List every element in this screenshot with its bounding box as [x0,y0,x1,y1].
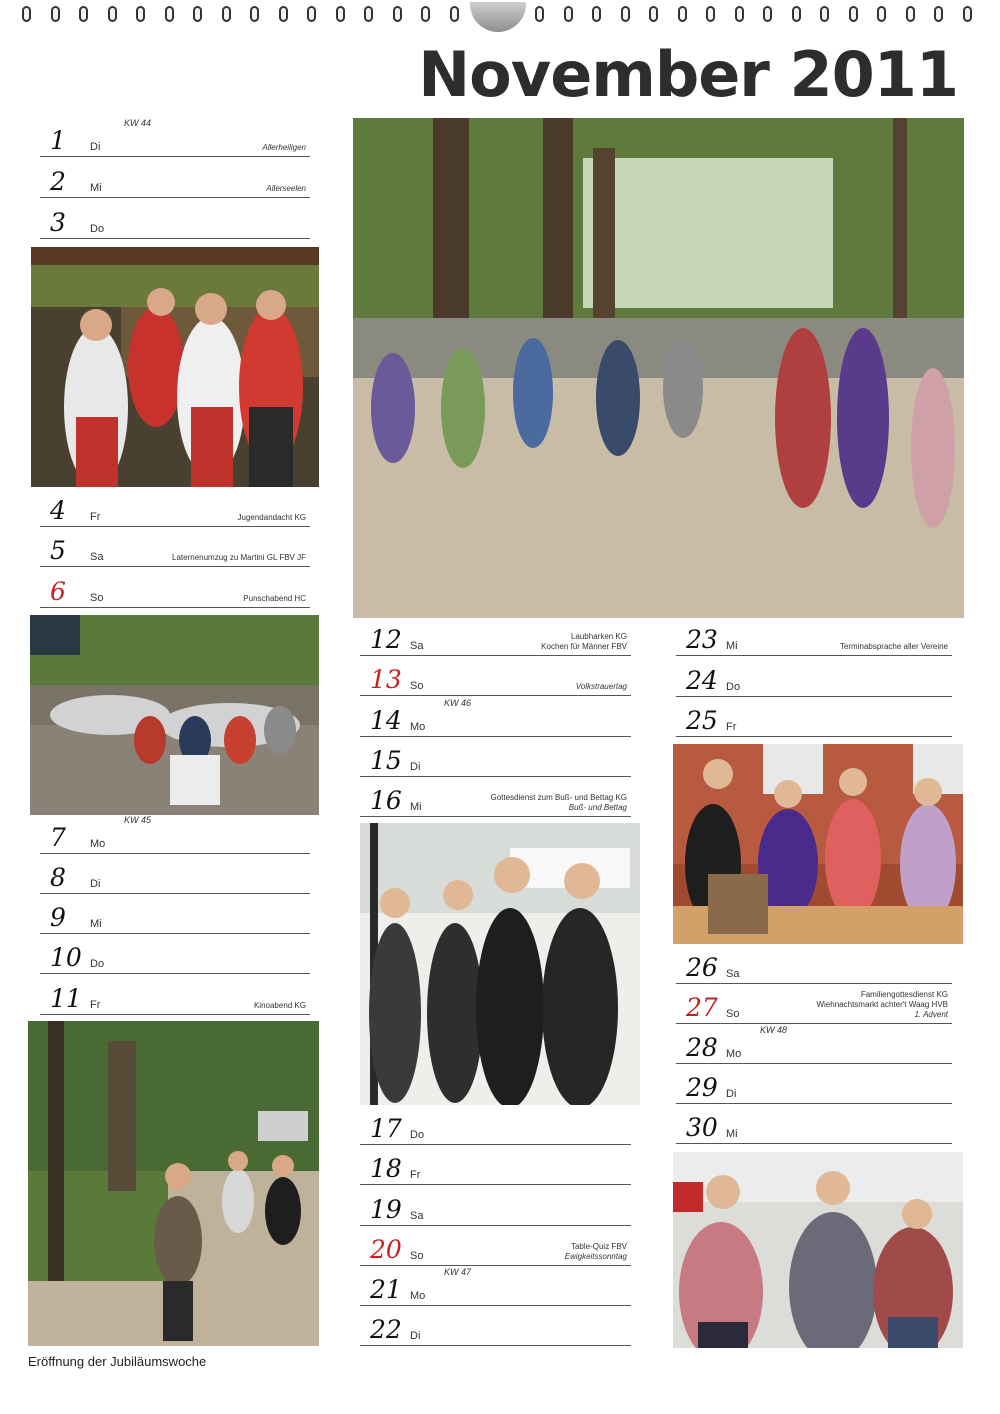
event-text: 1. Advent [914,1010,948,1019]
weekday-label: Mo [410,721,426,733]
day-number: 16 [370,786,402,815]
weekday-label: So [726,1008,740,1020]
day-row [40,854,310,894]
day-number: 2 [50,167,66,196]
day-number: 7 [50,823,66,852]
spiral-ring [906,6,915,22]
photo-counter-group [360,823,640,1105]
day-events [238,513,307,523]
day-number: 20 [370,1235,402,1264]
day-number: 13 [370,665,402,694]
weekday-label: Mi [726,640,738,652]
calendar-week-label: KW 48 [760,1025,788,1035]
day-number: 3 [50,208,66,237]
day-events [172,553,306,563]
photo-seated-guests [30,615,319,815]
day-row [360,1186,631,1226]
day-number: 26 [686,953,718,982]
day-number: 25 [686,706,718,735]
spiral-ring [763,6,772,22]
weekday-label: Do [90,958,105,970]
spiral-ring [165,6,174,22]
day-row [40,158,310,198]
spiral-ring [193,6,202,22]
spiral-ring [535,6,544,22]
spiral-ring [79,6,88,22]
day-events [266,184,306,194]
weekday-label: Mo [726,1048,742,1060]
spiral-ring [820,6,829,22]
weekday-label: So [410,680,424,692]
calendar-week-label: KW 45 [124,815,152,825]
weekday-label: So [410,1250,424,1262]
photo-staff-group [31,247,319,487]
weekday-label: Fr [90,511,101,523]
spiral-ring [51,6,60,22]
weekday-label: So [90,592,104,604]
spiral-ring [307,6,316,22]
weekday-label: Di [410,1330,421,1342]
day-row [360,697,631,737]
day-row [360,1226,631,1266]
weekday-label: Mo [410,1290,426,1302]
event-text: Kinoabend KG [253,1001,306,1010]
spiral-ring [877,6,886,22]
day-row [40,568,310,608]
day-events [254,1001,306,1011]
day-number: 1 [50,126,66,155]
weekday-label: Sa [410,1210,424,1222]
weekday-label: Di [410,761,421,773]
day-number: 11 [50,984,82,1013]
day-events [490,793,627,813]
event-text: Allerseelen [266,184,306,193]
weekday-label: Sa [726,968,740,980]
spiral-ring [421,6,430,22]
photo-three-men [673,1152,963,1348]
spiral-ring [849,6,858,22]
weekday-label: Do [90,223,105,235]
event-text: Wiehnachtsmarkt achter't Waag HVB [816,1000,948,1009]
spiral-ring [678,6,687,22]
spiral-ring [336,6,345,22]
spiral-ring [279,6,288,22]
day-number: 6 [50,577,66,606]
weekday-label: Mi [90,918,102,930]
event-text: Table-Quiz FBV [570,1242,627,1251]
day-row [360,777,631,817]
day-row [676,1024,952,1064]
day-number: 27 [686,993,718,1022]
event-text: Terminabsprache aller Vereine [839,642,948,651]
event-text: Laubharken KG [570,632,627,641]
weekday-label: Fr [726,721,737,733]
day-row [360,656,631,696]
day-number: 15 [370,746,402,775]
event-text: Buß- und Bettag [568,803,627,812]
weekday-label: Di [726,1088,737,1100]
day-row [40,527,310,567]
day-events [840,642,948,652]
day-row [40,975,310,1015]
day-row [676,944,952,984]
event-text: Ewigkeitssonntag [564,1252,627,1261]
day-row [40,117,310,157]
day-number: 23 [686,625,718,654]
day-row [676,984,952,1024]
day-row [676,1104,952,1144]
day-row [40,487,310,527]
day-events [243,594,306,604]
day-row [360,1105,631,1145]
photo-caption: Eröffnung der Jubiläumswoche [28,1354,207,1369]
event-text: Jugendandacht KG [237,513,306,522]
day-events [576,682,627,692]
day-number: 29 [686,1073,718,1102]
event-text: Familiengottesdienst KG [860,990,948,999]
day-number: 17 [370,1114,402,1143]
weekday-label: Mi [726,1128,738,1140]
day-row [360,616,631,656]
weekday-label: Fr [90,999,101,1011]
day-row [360,1145,631,1185]
day-row [676,1064,952,1104]
day-events [262,143,306,153]
weekday-label: Mi [90,182,102,194]
spiral-ring [735,6,744,22]
day-row [40,894,310,934]
spiral-ring [108,6,117,22]
event-text: Allerheiligen [262,143,306,152]
weekday-label: Sa [90,551,104,563]
spiral-ring [963,6,972,22]
weekday-label: Do [726,681,741,693]
day-number: 4 [50,496,66,525]
day-row [360,1266,631,1306]
day-number: 22 [370,1315,402,1344]
weekday-label: Mi [410,801,422,813]
day-row [676,616,952,656]
weekday-label: Fr [410,1169,421,1181]
page-title: November 2011 [418,38,958,111]
day-row [40,199,310,239]
day-events [541,632,627,652]
spiral-ring [592,6,601,22]
spiral-ring [450,6,459,22]
day-row [676,697,952,737]
day-events [817,990,949,1020]
day-row [676,657,952,697]
photo-festival-crowd [353,118,964,618]
spiral-ring [136,6,145,22]
spiral-ring [621,6,630,22]
spiral-ring [706,6,715,22]
day-number: 28 [686,1033,718,1062]
day-events [565,1242,627,1262]
day-row [40,934,310,974]
day-number: 21 [370,1275,402,1304]
day-number: 8 [50,863,66,892]
event-text: Laternenumzug zu Martini GL FBV JF [172,553,306,562]
spiral-ring [934,6,943,22]
weekday-label: Do [410,1129,425,1141]
photo-children-running [28,1021,319,1346]
day-row [360,737,631,777]
weekday-label: Di [90,878,101,890]
spiral-ring [222,6,231,22]
spiral-ring [649,6,658,22]
day-number: 5 [50,536,66,565]
weekday-label: Di [90,141,101,153]
spiral-ring [364,6,373,22]
day-row [40,814,310,854]
day-number: 12 [370,625,402,654]
day-number: 14 [370,706,402,735]
event-text: Volkstrauertag [575,682,627,691]
weekday-label: Mo [90,838,106,850]
day-number: 19 [370,1195,402,1224]
spiral-ring [22,6,31,22]
spiral-ring [393,6,402,22]
day-number: 10 [50,943,82,972]
event-text: Kochen für Männer FBV [541,642,627,651]
event-text: Punschabend HC [243,594,306,603]
calendar-week-label: KW 46 [444,698,472,708]
day-number: 30 [686,1113,718,1142]
spiral-ring [250,6,259,22]
day-number: 18 [370,1154,402,1183]
weekday-label: Sa [410,640,424,652]
calendar-week-label: KW 47 [444,1267,472,1277]
spiral-ring [564,6,573,22]
calendar-week-label: KW 44 [124,118,152,128]
spiral-ring [792,6,801,22]
day-row [360,1306,631,1346]
day-number: 24 [686,666,718,695]
event-text: Gottesdienst zum Buß- und Bettag KG [490,793,627,802]
photo-serving-team [673,744,963,944]
day-number: 9 [50,903,66,932]
